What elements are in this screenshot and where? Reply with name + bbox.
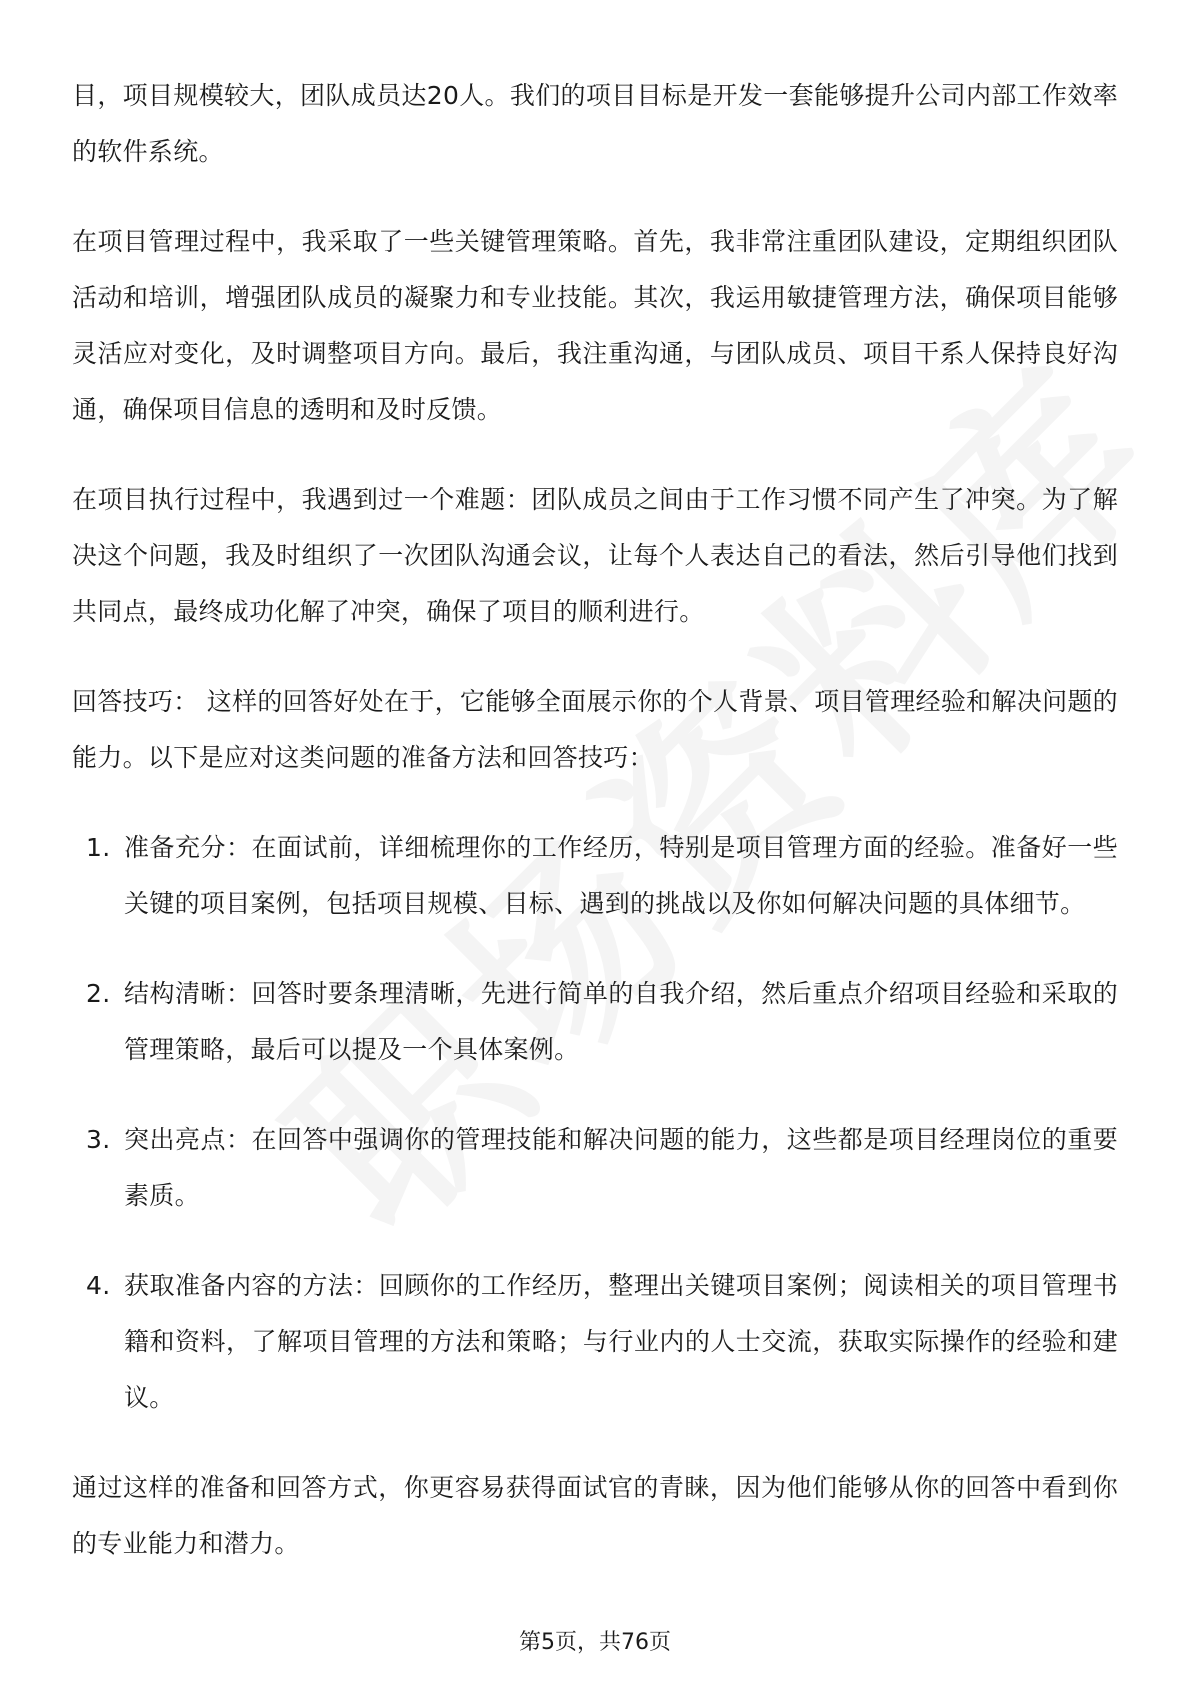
list-item-text: 突出亮点：在回答中强调你的管理技能和解决问题的能力，这些都是项目经理岗位的重要素质。 bbox=[124, 1125, 1118, 1210]
list-item bbox=[72, 966, 1118, 1078]
list-item-number: 1. bbox=[86, 833, 111, 862]
paragraph-management-strategy: 在项目管理过程中，我采取了一些关键管理策略。首先，我非常注重团队建设，定期组织团队活动和培训，增强团队成员的凝聚力和专业技能。其次，我运用敏捷管理方法，确保项目能够灵活应对变化，及时调整项目方向。最后，我注重沟通，与团队成员、项目干系人保持良好沟通，确保项目信息的透明和及时反馈。 bbox=[72, 227, 1118, 424]
tips-list bbox=[72, 820, 1118, 1426]
list-item bbox=[72, 820, 1118, 932]
page-content bbox=[72, 68, 1118, 1606]
paragraph-challenge: 在项目执行过程中，我遇到过一个难题：团队成员之间由于工作习惯不同产生了冲突。为了解决这个问题，我及时组织了一次团队沟通会议，让每个人表达自己的看法，然后引导他们找到共同点，最终成功化解了冲突，确保了项目的顺利进行。 bbox=[72, 485, 1118, 626]
list-item-text: 准备充分：在面试前，详细梳理你的工作经历，特别是项目管理方面的经验。准备好一些关键的项目案例，包括项目规模、目标、遇到的挑战以及你如何解决问题的具体细节。 bbox=[124, 833, 1118, 918]
list-item-number: 2. bbox=[86, 979, 111, 1008]
paragraph-closing: 通过这样的准备和回答方式，你更容易获得面试官的青睐，因为他们能够从你的回答中看到你的专业能力和潜力。 bbox=[72, 1473, 1118, 1558]
paragraph-project-intro: 目，项目规模较大，团队成员达20人。我们的项目目标是开发一套能够提升公司内部工作效率的软件系统。 bbox=[72, 81, 1118, 166]
list-item-number: 4. bbox=[86, 1271, 111, 1300]
list-item-text: 获取准备内容的方法：回顾你的工作经历，整理出关键项目案例；阅读相关的项目管理书籍和资料，了解项目管理的方法和策略；与行业内的人士交流，获取实际操作的经验和建议。 bbox=[124, 1271, 1118, 1412]
paragraph-answer-tips: 回答技巧： 这样的回答好处在于，它能够全面展示你的个人背景、项目管理经验和解决问题的能力。以下是应对这类问题的准备方法和回答技巧： bbox=[72, 687, 1118, 772]
list-item bbox=[72, 1112, 1118, 1224]
list-item-text: 结构清晰：回答时要条理清晰，先进行简单的自我介绍，然后重点介绍项目经验和采取的管理策略，最后可以提及一个具体案例。 bbox=[124, 979, 1118, 1064]
list-item bbox=[72, 1258, 1118, 1426]
list-item-number: 3. bbox=[86, 1125, 111, 1154]
page-number: 第5页，共76页 bbox=[519, 1630, 671, 1655]
